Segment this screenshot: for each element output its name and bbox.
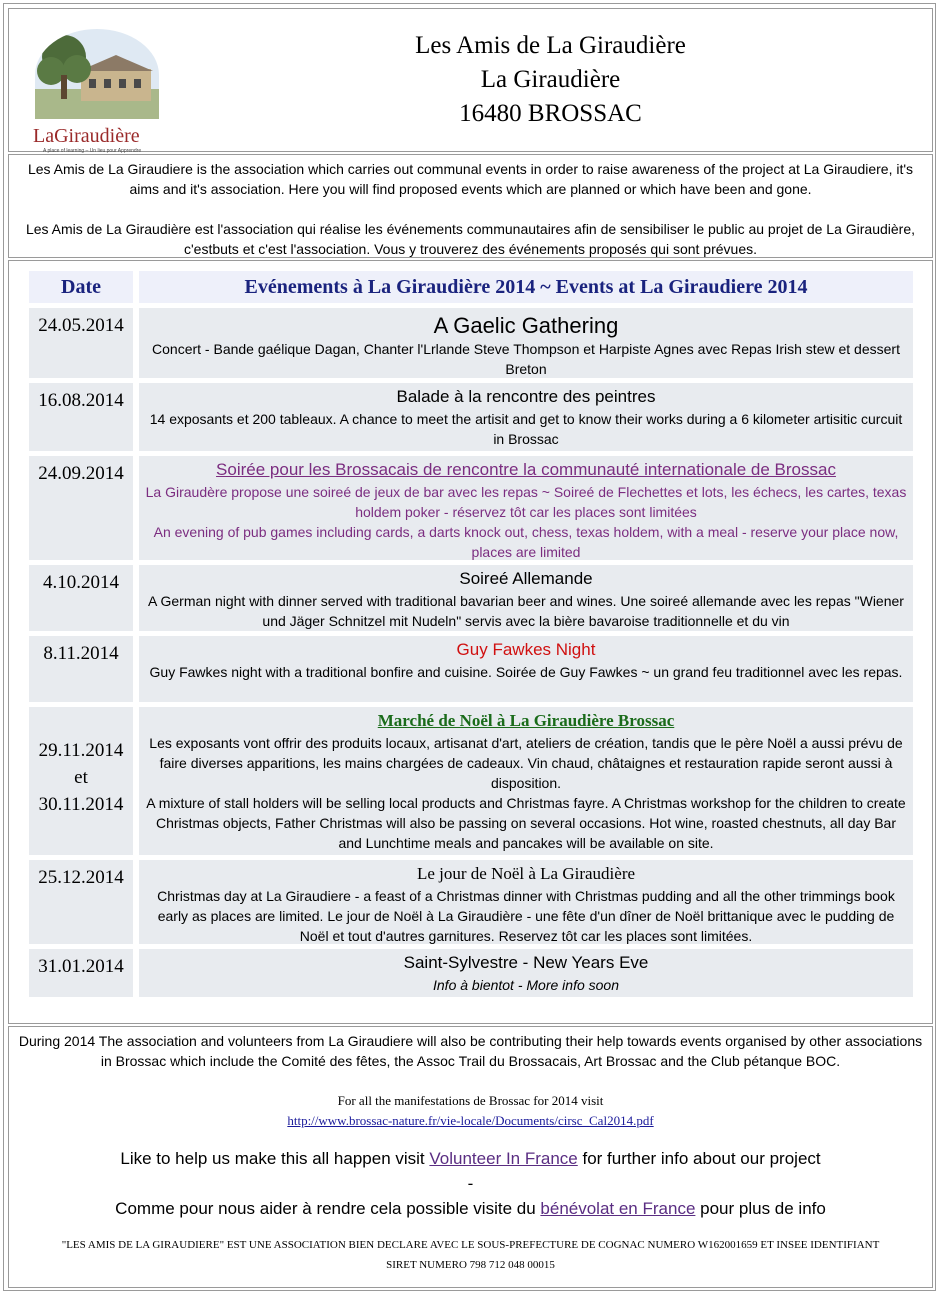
column-header-events: Evénements à La Giraudière 2014 ~ Events at La Giraudiere 2014 [139, 271, 913, 303]
volunteer-in-france-link[interactable]: Volunteer In France [429, 1149, 578, 1168]
help-french-suffix: pour plus de info [695, 1199, 826, 1218]
manifestations-text: For all the manifestations de Brossac for 2014 visit [337, 1093, 604, 1108]
help-french [13, 1197, 928, 1221]
event-cell [139, 308, 913, 378]
event-title: Saint-Sylvestre - New Years Eve [403, 953, 649, 972]
event-cell [139, 860, 913, 944]
help-english [13, 1147, 928, 1171]
header-line-2: La Giraudière [480, 66, 621, 93]
footer-spacer [13, 1071, 928, 1091]
event-date: 16.08.2014 [29, 383, 133, 451]
footer-spacer [13, 1221, 928, 1235]
event-date [29, 707, 133, 855]
intro-spacer [15, 199, 926, 219]
benevolat-en-france-link[interactable]: bénévolat en France [540, 1199, 696, 1218]
event-title: A Gaelic Gathering [433, 313, 619, 338]
event-description: Les exposants vont offrir des produits locaux, artisanat d'art, ateliers de création, tandis que le père Noël a aussi prévu de faire diverses apparitions, les mains chargées de cadeaux. Vin chaud, châtaignes et restauration rapide seront aussi à disposition. [149, 735, 903, 791]
logo [29, 27, 175, 155]
event-title-link[interactable]: Soirée pour les Brossacais de rencontre la communauté internationale de Brossac [216, 460, 836, 479]
event-description-english: An evening of pub games including cards, a darts knock out, chess, texas holdem, with a meal - reserve your place now, places are limited [153, 524, 899, 560]
event-description: Info à bientot - More info soon [433, 977, 619, 993]
header [8, 8, 933, 152]
event-date-start: 29.11.2014 [38, 740, 124, 761]
legal-notice: "LES AMIS DE LA GIRAUDIERE" EST UNE ASSOCIATION BIEN DECLARE AVEC LE SOUS-PREFECTURE DE COGNAC NUMERO W162001659 ET INSEE IDENTIFIANT SIRET NUMERO 798 712 048 00015 [61, 1239, 880, 1271]
intro-english: Les Amis de La Giraudiere is the association which carries out communal events in order to raise awareness of the project at La Giraudiere, it's aims and it's association. Here you will find proposed events which are planned or which have been and gone. [27, 161, 914, 197]
manifestations-link-row [13, 1111, 928, 1131]
events-table [8, 260, 933, 1024]
manifestations-link[interactable]: http://www.brossac-nature.fr/vie-locale/Documents/cirsc_Cal2014.pdf [287, 1113, 654, 1128]
event-date: 8.11.2014 [29, 636, 133, 702]
header-line-1: Les Amis de La Giraudière [415, 32, 686, 59]
header-line-3: 16480 BROSSAC [459, 100, 642, 127]
event-cell [139, 949, 913, 997]
event-date: 4.10.2014 [29, 565, 133, 631]
event-description: La Giraudère propose une soireé de jeux de bar avec les repas ~ Soireé de Flechettes et lots, les échecs, les cartes, texas holdem poker - réservez tôt car les places sont limitées [145, 484, 907, 520]
help-english-prefix: Like to help us make this all happen visit [120, 1149, 430, 1168]
header-title [169, 29, 932, 131]
event-description-english: A mixture of stall holders will be selling local products and Christmas fayre. A Christmas workshop for the children to create Christmas objects, Father Christmas will also be passing on several occasions. Hot wine, roasted chestnuts, all day Bar and Lunchtime meals and pancakes will be available on site. [146, 795, 906, 851]
event-cell [139, 636, 913, 702]
logo-tagline: A place of learning – Un lieu pour Apprendre [43, 148, 142, 154]
event-title: Le jour de Noël à La Giraudière [416, 864, 636, 883]
event-cell [139, 565, 913, 631]
event-date-end: 30.11.2014 [38, 794, 124, 815]
logo-image [29, 27, 175, 155]
contribution-text: During 2014 The association and volunteers from La Giraudiere will also be contributing their help towards events organised by other associations in Brossac which include the Comité des fêtes, the Assoc Trail du Brossacais, Art Brossac and the Club pétanque BOC. [18, 1033, 923, 1069]
event-date: 24.09.2014 [29, 456, 133, 560]
event-description: 14 exposants et 200 tableaux. A chance to meet the artisit and get to know their works during a 6 kilometer artisitic curcuit in Brossac [149, 411, 903, 447]
column-header-date: Date [29, 271, 133, 303]
help-english-suffix: for further info about our project [577, 1149, 821, 1168]
event-cell [139, 707, 913, 855]
event-description: Guy Fawkes night with a traditional bonfire and cuisine. Soirée de Guy Fawkes ~ un grand feu traditionnel avec les repas. [149, 664, 903, 680]
footer [8, 1026, 933, 1288]
footer-spacer [13, 1131, 928, 1147]
event-date: 24.05.2014 [29, 308, 133, 378]
event-date: 25.12.2014 [29, 860, 133, 944]
event-date: 31.01.2014 [29, 949, 133, 997]
help-separator: - [467, 1174, 474, 1193]
event-date-connector: et [74, 767, 88, 788]
event-title-link[interactable]: Marché de Noël à La Giraudière Brossac [377, 711, 675, 730]
intro [8, 154, 933, 258]
event-cell [139, 456, 913, 560]
event-description: Christmas day at La Giraudiere - a feast of a Christmas dinner with Christmas pudding and all the other trimmings book early as places are limited. Le jour de Noël à La Giraudière - une fête d'un dîner de Noël brittanique avec le pudding de Noël et tout d'autres garnitures. Reservez tôt car les places sont limitées. [157, 888, 895, 944]
logo-text: LaGiraudière [33, 125, 140, 147]
intro-french: Les Amis de La Giraudière est l'association qui réalise les événements communautaires afin de sensibiliser le public au projet de La Giraudière, c'estbuts et c'est l'association. Vous y trouverez des événements proposés qui sont prévues. [25, 221, 916, 257]
event-description: Concert - Bande gaélique Dagan, Chanter l'Lrlande Steve Thompson et Harpiste Agnes avec Repas Irish stew et dessert Breton [152, 341, 900, 377]
event-cell [139, 383, 913, 451]
event-title: Guy Fawkes Night [456, 640, 596, 659]
help-french-prefix: Comme pour nous aider à rendre cela possible visite du [115, 1199, 541, 1218]
event-title: Soireé Allemande [459, 569, 593, 588]
event-description: A German night with dinner served with traditional bavarian beer and wines. Une soireé allemande avec les repas "Wiener und Jäger Schnitzel mit Nudeln" servis avec la bière bavaroise traditionnelle et du vin [148, 593, 904, 629]
event-title: Balade à la rencontre des peintres [396, 387, 656, 406]
